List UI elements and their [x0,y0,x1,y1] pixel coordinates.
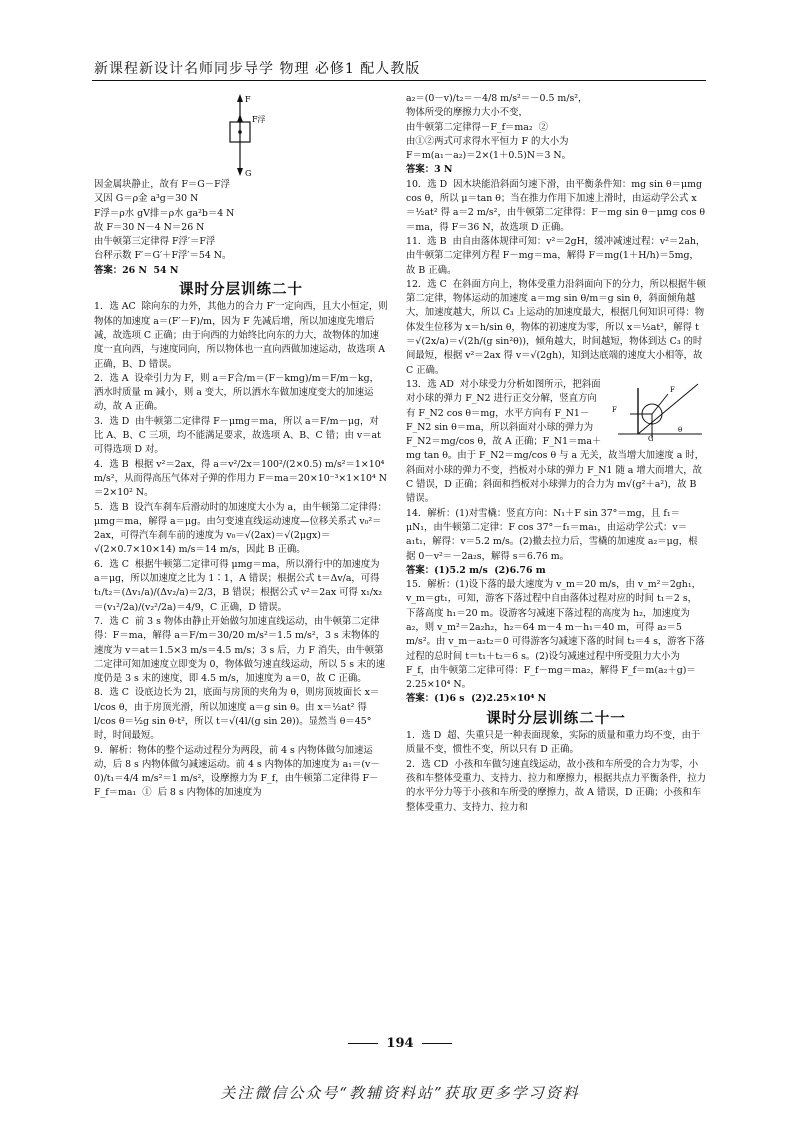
text-line: 又因 G＝ρ金 a³g＝30 N [94,193,199,205]
text-line: 物体所受的摩擦力大小不变， [406,107,528,119]
header-rule [92,80,706,81]
solution-paragraph: 5．选 B 设汽车刹车后滑动时的加速度大小为 a，由牛顿第二定律得：μmg＝ma，解得 a＝μg。由匀变速直线运动速度—位移关系式 v₀²＝2ax，可得汽车刹车前的速度为 v₀＝√(2ax)＝√(2μgx)＝√(2×0.7×10×14) m/s＝14 m/s，因此 B 正确。 [94,501,387,556]
solution-paragraph: 6．选 C 根据牛顿第二定律可得 μmg＝ma，所以滑行中的加速度为 a＝μg，所以加速度之比为 1∶1，A 错误；根据公式 t＝Δv/a，可得 t₁/t₂＝(Δv₁/a)/(Δv₂/a)＝2/3，B 错误；根据公式 v²＝2ax 可得 x₁/x₂＝(v₁²/2a)/(v₂²/2a)＝4/9，C 正确，D 错误。 [94,558,383,613]
solution-paragraph: 3．选 D 由牛顿第二定律得 F－μmg＝ma，所以 a＝F/m－μg，对比 A、B、C 三项，均不能满足要求，故选项 A、B、C 错；由 v＝at 可得选项 D 对。 [94,415,384,456]
answer-line: 答案：26 N 54 N [94,264,179,276]
answer-line: 答案：3 N [406,164,453,176]
solution-paragraph: 9．解析：物体的整个运动过程分为两段，前 4 s 内物体做匀加速运动，后 8 s 内物体做匀减速运动。前 4 s 内物体的加速度为 a₁＝(v－0)/t₁＝4/4 m/s²＝1 m/s²，设摩擦力为 F_f，由牛顿第二定律得 F－F_f＝ma₁ ① 后 8 s 内物体的加速度为 [94,744,380,799]
text-line: a₂＝(0－v)/t₂＝－4/8 m/s²＝－0.5 m/s²， [406,93,588,104]
page-number-text: 194 [386,1036,414,1051]
left-column [94,92,388,801]
force-diagram-figure [94,92,388,178]
text-line: F＝m(a₁－a₂)＝2×(1＋0.5)N＝3 N。 [406,150,572,162]
text-line: 台秤示数 F′＝G′＋F浮′＝54 N。 [94,250,232,262]
force-label-f: F [245,95,251,104]
solution-paragraph: 10．选 D 因木块能沿斜面匀速下滑，由平衡条件知：mg sin θ＝μmg cos θ，所以 μ＝tan θ；当在推力作用下加速上滑时，由运动学公式 x＝½at² 得 a＝2 m/s²，由牛顿第二定律得：F－mg sin θ－μmg cos θ＝ma，得 F＝36 N，故选项 D 正确。 [406,178,706,233]
solution-paragraph: 1．选 AC 除向东的力外，其他力的合力 F′一定向西，且大小恒定，则物体的加速度 a＝(F′－F)/m，因为 F 先减后增，所以加速度先增后减，故选项 C 正确；由于向西的力始终比向东的力大，故物体的加速度一直向西，与速度同向，所以物体也一直向西做加速运动，故选项 A 正确，B、D 错误。 [94,301,388,370]
text-line: 因金属块静止，故有 F＝G－F浮 [94,179,230,190]
svg-text:G: G [648,434,654,442]
answer-line: 答案：(1)6 s (2)2.25×10⁴ N [406,693,547,705]
solution-paragraph: 15．解析：(1)设下落的最大速度为 v_m＝20 m/s，由 v_m²＝2gh₁，v_m＝gt₁，可知，游客下落过程中自由落体过程对应的时间 t₁＝2 s，下落高度 h₁＝20 m。设游客匀减速下落过程的高度为 h₂，加速度为 a₂，则 v_m²＝2a₂h₂，h₂＝64 m－4 m－h₁＝40 m，可得 a₂＝5 m/s²。由 v_m－a₂t₂＝0 可得游客匀减速下落的时间 t₂＝4 s，游客下落过程的总时间 t＝t₁＋t₂＝6 s。(2)设匀减速过程中所受阻力大小为 F_f，由牛顿第二定律可得：F_f－mg＝ma₂，解得 F_f＝m(a₂＋g)＝2.25×10⁴ N。 [406,579,705,691]
text-line: 故 F＝30 N－4 N＝26 N [94,221,205,233]
solution-paragraph: 14．解析：(1)对雪橇：竖直方向：N₁＋F sin 37°＝mg，且 f₁＝μN₁，由牛顿第二定律：F cos 37°－f₁＝ma₁，由运动学公式：v＝a₁t₁，解得：v＝5.2 m/s。(2)撤去拉力后，雪橇的加速度 a₂＝μg，根据 0－v²＝－2a₂s，解得 s＝6.76 m。 [406,507,698,562]
force-label-g: G [245,169,252,178]
incline-diagram-figure [608,378,706,442]
footer-note: 关注微信公众号“教辅资料站”获取更多学习资料 [220,1084,580,1102]
solution-paragraph: 4．选 B 根据 v²＝2ax，得 a＝v²/2x＝100²/(2×0.5) m/s²＝1×10⁴ m/s²，从而得高压气体对子弹的作用力 F＝ma＝20×10⁻³×1×10⁴ N＝2×10² N。 [94,458,388,499]
page-header: 新课程新设计名师同步导学 物理 必修1 配人教版 [94,61,421,77]
solution-paragraph: 2．选 A 设牵引力为 F，则 a＝F合/m＝(F－kmg)/m＝F/m－kg，洒水时质量 m 减小，则 a 变大，所以洒水车做加速度变大的加速运动，故 A 正确。 [94,372,379,413]
section-title-20: 课时分层训练二十 [179,282,303,299]
solution-paragraph: 2．选 CD 小孩和车做匀速直线运动，故小孩和车所受的合力为零，小孩和车整体受重力、支持力、拉力和摩擦力，根据共点力平衡条件，拉力的水平分力等于小孩和车所受的摩擦力，故 A 错误，D 正确；小孩和车整体受重力、支持力、拉力和 [406,758,707,813]
solution-paragraph: 8．选 C 设底边长为 2l，底面与房顶的夹角为 θ，则房顶坡面长 x＝l/cos θ，由于房顶光滑，所以加速度 a＝g sin θ。由 x＝½at² 得 l/cos θ＝½g sin θ·t²，所以 t＝√(4l/(g sin 2θ))。显然当 θ＝45°时，时间最短。 [94,687,380,742]
svg-text:θ: θ [678,425,683,434]
solution-paragraph: 11．选 B 由自由落体规律可知：v²＝2gH，缓冲减速过程：v²＝2ah，由牛顿第二定律列方程 F－mg＝ma，解得 F＝mg(1＋H/h)＝5mg，故 B 正确。 [406,235,706,276]
right-column [406,92,706,815]
text-line: 由牛顿第二定律得－F_f＝ma₂ ② [406,121,548,133]
text-line: 由牛顿第三定律得 F浮′＝F浮 [94,236,216,248]
text-line: F浮＝ρ水 gV排＝ρ水 ga²b＝4 N [94,207,235,219]
answer-line: 答案：(1)5.2 m/s (2)6.76 m [406,564,546,576]
page-number [0,1036,800,1051]
section-title-21: 课时分层训练二十一 [486,710,626,727]
svg-text:F: F [670,385,675,394]
force-diagram-svg [94,92,388,178]
solution-paragraph: 7．选 C 前 3 s 物体由静止开始做匀加速直线运动，由牛顿第二定律得：F＝ma，解得 a＝F/m＝30/20 m/s²＝1.5 m/s²，3 s 末物体的速度为 v＝at＝1.5×3 m/s＝4.5 m/s；3 s 后，力 F 消失，由牛顿第二定律可知加速度立即变为 0，物体做匀速直线运动，所以 5 s 末的速度仍是 3 s 末的速度，即 4.5 m/s，加速度为 a＝0，故 C 正确。 [94,615,386,685]
force-label-float: F浮 [252,115,266,124]
svg-text:F: F [612,405,617,414]
solution-paragraph: 1．选 D 超、失重只是一种表面现象，实际的质量和重力均不变，由于质量不变，惯性不变，所以只有 D 正确。 [406,730,701,756]
solution-paragraph: 13．选 AD 对小球受力分析如图所示，把斜面对小球的弹力 F_N2 进行正交分解，竖直方向有 F_N2 cos θ＝mg，水平方向有 F_N1－F_N2 sin θ＝ma，所以斜面对小球的弹力为 F_N2＝mg/cos θ，故 A 正确；F_N1＝ma＋mg tan θ。由于 F_N2＝mg/cos θ 与 a 无关，故当增大加速度 a 时，斜面对小球的弹力不变，挡板对小球的弹力 F_N1 随 a 增大而增大，故 C 错误，D 正确；斜面和挡板对小球弹力的合力为 m√(g²＋a²)，故 B 错误。 [406,378,705,505]
text-line: 由①②两式可求得水平恒力 F 的大小为 [406,135,569,147]
solution-paragraph: 12．选 C 在斜面方向上，物体受重力沿斜面向下的分力，所以根据牛顿第二定律，物体运动的加速度 a＝mg sin θ/m＝g sin θ，斜面倾角越大，加速度越大，所以 C₃ 上运动的加速度最大，根据几何知识可得：物体发生位移为 x＝h/sin θ，物体的初速度为零，所以 x＝½at²，解得 t＝√(2x/a)＝√(2h/(g sin²θ))，倾角越大，时间越短，物体到达 C₃ 的时间最短，根据 v²＝2ax 得 v＝√(2gh)，知到达底端的速度大小相等，故 C 正确。 [406,278,706,376]
incline-diagram-svg [608,378,706,442]
